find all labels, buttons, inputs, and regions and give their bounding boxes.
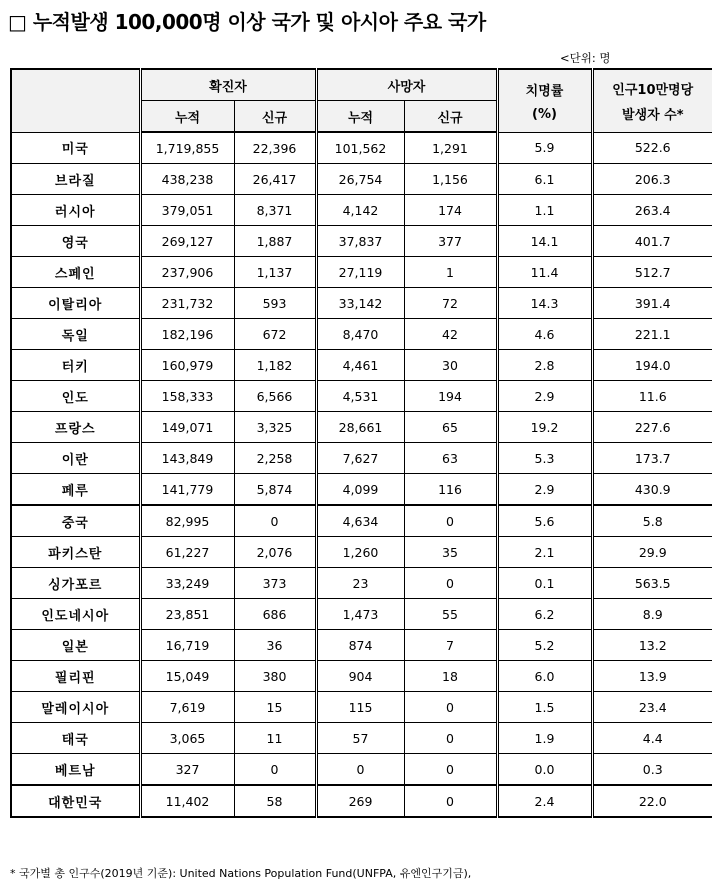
- confirmed-cumulative: 7,619: [140, 692, 234, 723]
- deaths-new: 174: [404, 195, 497, 226]
- deaths-cumulative: 4,531: [316, 381, 404, 412]
- confirmed-cumulative: 1,719,855: [140, 132, 234, 164]
- table-row: [11, 505, 712, 537]
- fatality-rate: 14.3: [497, 288, 592, 319]
- fatality-rate: 1.9: [497, 723, 592, 754]
- country-name: 대한민국: [11, 785, 140, 817]
- confirmed-new: 26,417: [234, 164, 316, 195]
- country-name: 페루: [11, 474, 140, 506]
- table-row: [11, 226, 712, 257]
- cases-per-100k: 563.5: [592, 568, 712, 599]
- deaths-cumulative: 4,461: [316, 350, 404, 381]
- table-row: [11, 350, 712, 381]
- confirmed-new: 22,396: [234, 132, 316, 164]
- confirmed-cumulative: 182,196: [140, 319, 234, 350]
- deaths-cumulative: 37,837: [316, 226, 404, 257]
- table-row: [11, 443, 712, 474]
- confirmed-cumulative: 149,071: [140, 412, 234, 443]
- country-name: 인도: [11, 381, 140, 412]
- table-row: [11, 754, 712, 786]
- deaths-new: 42: [404, 319, 497, 350]
- cases-per-100k: 227.6: [592, 412, 712, 443]
- deaths-cumulative: 874: [316, 630, 404, 661]
- deaths-new: 7: [404, 630, 497, 661]
- deaths-new: 0: [404, 785, 497, 817]
- cases-per-100k: 11.6: [592, 381, 712, 412]
- fatality-unit: (%): [532, 106, 557, 122]
- table-row: [11, 692, 712, 723]
- deaths-new: 377: [404, 226, 497, 257]
- cases-per-100k: 221.1: [592, 319, 712, 350]
- country-name: 중국: [11, 505, 140, 537]
- fatality-rate: 6.2: [497, 599, 592, 630]
- cases-per-100k: 430.9: [592, 474, 712, 506]
- country-header-cell: [11, 69, 140, 132]
- confirmed-cumulative: 438,238: [140, 164, 234, 195]
- cases-per-100k: 13.2: [592, 630, 712, 661]
- unit-label: <단위: 명: [560, 51, 611, 65]
- confirmed-cumulative: 327: [140, 754, 234, 786]
- deaths-cumulative: 269: [316, 785, 404, 817]
- table-row: [11, 164, 712, 195]
- country-name: 태국: [11, 723, 140, 754]
- deaths-new: 55: [404, 599, 497, 630]
- fatality-rate: 14.1: [497, 226, 592, 257]
- country-name: 미국: [11, 132, 140, 164]
- confirmed-cumulative: 11,402: [140, 785, 234, 817]
- table-row: [11, 474, 712, 506]
- cases-per-100k: 5.8: [592, 505, 712, 537]
- fatality-rate: 0.0: [497, 754, 592, 786]
- deaths-cumulative: 8,470: [316, 319, 404, 350]
- deaths-new: 0: [404, 723, 497, 754]
- fatality-rate: 0.1: [497, 568, 592, 599]
- country-name: 베트남: [11, 754, 140, 786]
- confirmed-new: 380: [234, 661, 316, 692]
- country-name: 인도네시아: [11, 599, 140, 630]
- document-title: □ 누적발생 100,000명 이상 국가 및 아시아 주요 국가: [8, 10, 486, 34]
- country-name: 러시아: [11, 195, 140, 226]
- table-body: [11, 132, 712, 817]
- deaths-new-header: 신규: [404, 101, 497, 133]
- confirmed-cumulative: 33,249: [140, 568, 234, 599]
- confirmed-new: 686: [234, 599, 316, 630]
- deaths-new: 116: [404, 474, 497, 506]
- country-name: 프랑스: [11, 412, 140, 443]
- country-name: 싱가포르: [11, 568, 140, 599]
- confirmed-cumulative: 237,906: [140, 257, 234, 288]
- fatality-rate: 5.2: [497, 630, 592, 661]
- confirmed-new: 1,887: [234, 226, 316, 257]
- confirmed-new: 1,137: [234, 257, 316, 288]
- country-name: 일본: [11, 630, 140, 661]
- deaths-new: 1,156: [404, 164, 497, 195]
- confirmed-new: 36: [234, 630, 316, 661]
- confirmed-cumulative: 23,851: [140, 599, 234, 630]
- country-name: 이란: [11, 443, 140, 474]
- table-row: [11, 257, 712, 288]
- table-row: [11, 537, 712, 568]
- deaths-cumulative: 4,634: [316, 505, 404, 537]
- country-name: 브라질: [11, 164, 140, 195]
- fatality-header: [497, 69, 592, 132]
- confirmed-new: 58: [234, 785, 316, 817]
- cases-per-100k: 194.0: [592, 350, 712, 381]
- country-name: 필리핀: [11, 661, 140, 692]
- fatality-rate: 11.4: [497, 257, 592, 288]
- confirmed-new: 2,258: [234, 443, 316, 474]
- country-name: 스페인: [11, 257, 140, 288]
- deaths-cumulative: 904: [316, 661, 404, 692]
- deaths-new: 30: [404, 350, 497, 381]
- country-name: 이탈리아: [11, 288, 140, 319]
- deaths-new: 63: [404, 443, 497, 474]
- fatality-rate: 19.2: [497, 412, 592, 443]
- confirmed-new: 1,182: [234, 350, 316, 381]
- deaths-header: 사망자: [316, 69, 497, 101]
- confirmed-cumulative: 141,779: [140, 474, 234, 506]
- cases-per-100k: 391.4: [592, 288, 712, 319]
- fatality-rate: 1.5: [497, 692, 592, 723]
- confirmed-new-header: 신규: [234, 101, 316, 133]
- confirmed-cumulative: 269,127: [140, 226, 234, 257]
- confirmed-cumulative: 379,051: [140, 195, 234, 226]
- deaths-new: 1: [404, 257, 497, 288]
- table-row: [11, 132, 712, 164]
- deaths-new: 0: [404, 754, 497, 786]
- fatality-rate: 2.9: [497, 381, 592, 412]
- cases-per-100k: 22.0: [592, 785, 712, 817]
- fatality-rate: 5.6: [497, 505, 592, 537]
- confirmed-new: 8,371: [234, 195, 316, 226]
- deaths-cumulative: 28,661: [316, 412, 404, 443]
- fatality-rate: 2.1: [497, 537, 592, 568]
- confirmed-cumulative: 3,065: [140, 723, 234, 754]
- confirmed-new: 672: [234, 319, 316, 350]
- table-row: [11, 412, 712, 443]
- table-row: [11, 288, 712, 319]
- deaths-new: 0: [404, 692, 497, 723]
- confirmed-cumulative: 16,719: [140, 630, 234, 661]
- fatality-rate: 4.6: [497, 319, 592, 350]
- deaths-new: 194: [404, 381, 497, 412]
- table-row: [11, 630, 712, 661]
- confirmed-cumulative: 158,333: [140, 381, 234, 412]
- confirmed-header: 확진자: [140, 69, 316, 101]
- confirmed-new: 3,325: [234, 412, 316, 443]
- confirmed-new: 15: [234, 692, 316, 723]
- country-name: 말레이시아: [11, 692, 140, 723]
- confirmed-cumulative: 15,049: [140, 661, 234, 692]
- deaths-cumulative: 27,119: [316, 257, 404, 288]
- cases-per-100k: 512.7: [592, 257, 712, 288]
- confirmed-new: 593: [234, 288, 316, 319]
- fatality-rate: 6.1: [497, 164, 592, 195]
- cases-per-100k: 0.3: [592, 754, 712, 786]
- country-name: 파키스탄: [11, 537, 140, 568]
- deaths-cumulative: 23: [316, 568, 404, 599]
- confirmed-new: 373: [234, 568, 316, 599]
- deaths-cumulative-header: 누적: [316, 101, 404, 133]
- table-row: [11, 319, 712, 350]
- confirmed-cumulative: 143,849: [140, 443, 234, 474]
- deaths-cumulative: 26,754: [316, 164, 404, 195]
- confirmed-cumulative: 231,732: [140, 288, 234, 319]
- table-row: [11, 785, 712, 817]
- table-row: [11, 723, 712, 754]
- covid-statistics-table: [10, 68, 712, 818]
- deaths-new: 65: [404, 412, 497, 443]
- table-row: [11, 195, 712, 226]
- cases-per-100k: 23.4: [592, 692, 712, 723]
- deaths-new: 0: [404, 568, 497, 599]
- fatality-rate: 5.3: [497, 443, 592, 474]
- cases-per-100k: 8.9: [592, 599, 712, 630]
- deaths-cumulative: 4,142: [316, 195, 404, 226]
- fatality-rate: 2.8: [497, 350, 592, 381]
- confirmed-new: 2,076: [234, 537, 316, 568]
- confirmed-cumulative: 82,995: [140, 505, 234, 537]
- deaths-new: 18: [404, 661, 497, 692]
- per100k-label-line2: 발생자 수*: [621, 107, 684, 123]
- fatality-rate: 5.9: [497, 132, 592, 164]
- deaths-cumulative: 115: [316, 692, 404, 723]
- confirmed-new: 0: [234, 505, 316, 537]
- cases-per-100k: 522.6: [592, 132, 712, 164]
- deaths-new: 0: [404, 505, 497, 537]
- confirmed-new: 6,566: [234, 381, 316, 412]
- cases-per-100k: 173.7: [592, 443, 712, 474]
- per100k-header: [592, 69, 712, 132]
- per100k-label-line1: 인구10만명당: [612, 82, 694, 98]
- country-name: 터키: [11, 350, 140, 381]
- fatality-label: 치명률: [525, 83, 564, 99]
- fatality-rate: 2.4: [497, 785, 592, 817]
- deaths-cumulative: 4,099: [316, 474, 404, 506]
- country-name: 영국: [11, 226, 140, 257]
- cases-per-100k: 13.9: [592, 661, 712, 692]
- deaths-cumulative: 1,260: [316, 537, 404, 568]
- deaths-cumulative: 1,473: [316, 599, 404, 630]
- confirmed-new: 5,874: [234, 474, 316, 506]
- deaths-new: 72: [404, 288, 497, 319]
- confirmed-cumulative-header: 누적: [140, 101, 234, 133]
- deaths-cumulative: 33,142: [316, 288, 404, 319]
- table-row: [11, 599, 712, 630]
- confirmed-new: 11: [234, 723, 316, 754]
- deaths-cumulative: 57: [316, 723, 404, 754]
- footnote: * 국가별 총 인구수(2019년 기준): United Nations Population Fund(UNFPA, 유엔인구기금),: [10, 867, 472, 880]
- fatality-rate: 1.1: [497, 195, 592, 226]
- country-name: 독일: [11, 319, 140, 350]
- confirmed-cumulative: 61,227: [140, 537, 234, 568]
- deaths-cumulative: 7,627: [316, 443, 404, 474]
- deaths-new: 35: [404, 537, 497, 568]
- table-row: [11, 381, 712, 412]
- fatality-rate: 2.9: [497, 474, 592, 506]
- table-row: [11, 568, 712, 599]
- cases-per-100k: 4.4: [592, 723, 712, 754]
- fatality-rate: 6.0: [497, 661, 592, 692]
- cases-per-100k: 206.3: [592, 164, 712, 195]
- confirmed-cumulative: 160,979: [140, 350, 234, 381]
- confirmed-new: 0: [234, 754, 316, 786]
- cases-per-100k: 29.9: [592, 537, 712, 568]
- deaths-cumulative: 101,562: [316, 132, 404, 164]
- deaths-new: 1,291: [404, 132, 497, 164]
- cases-per-100k: 401.7: [592, 226, 712, 257]
- table-row: [11, 661, 712, 692]
- cases-per-100k: 263.4: [592, 195, 712, 226]
- deaths-cumulative: 0: [316, 754, 404, 786]
